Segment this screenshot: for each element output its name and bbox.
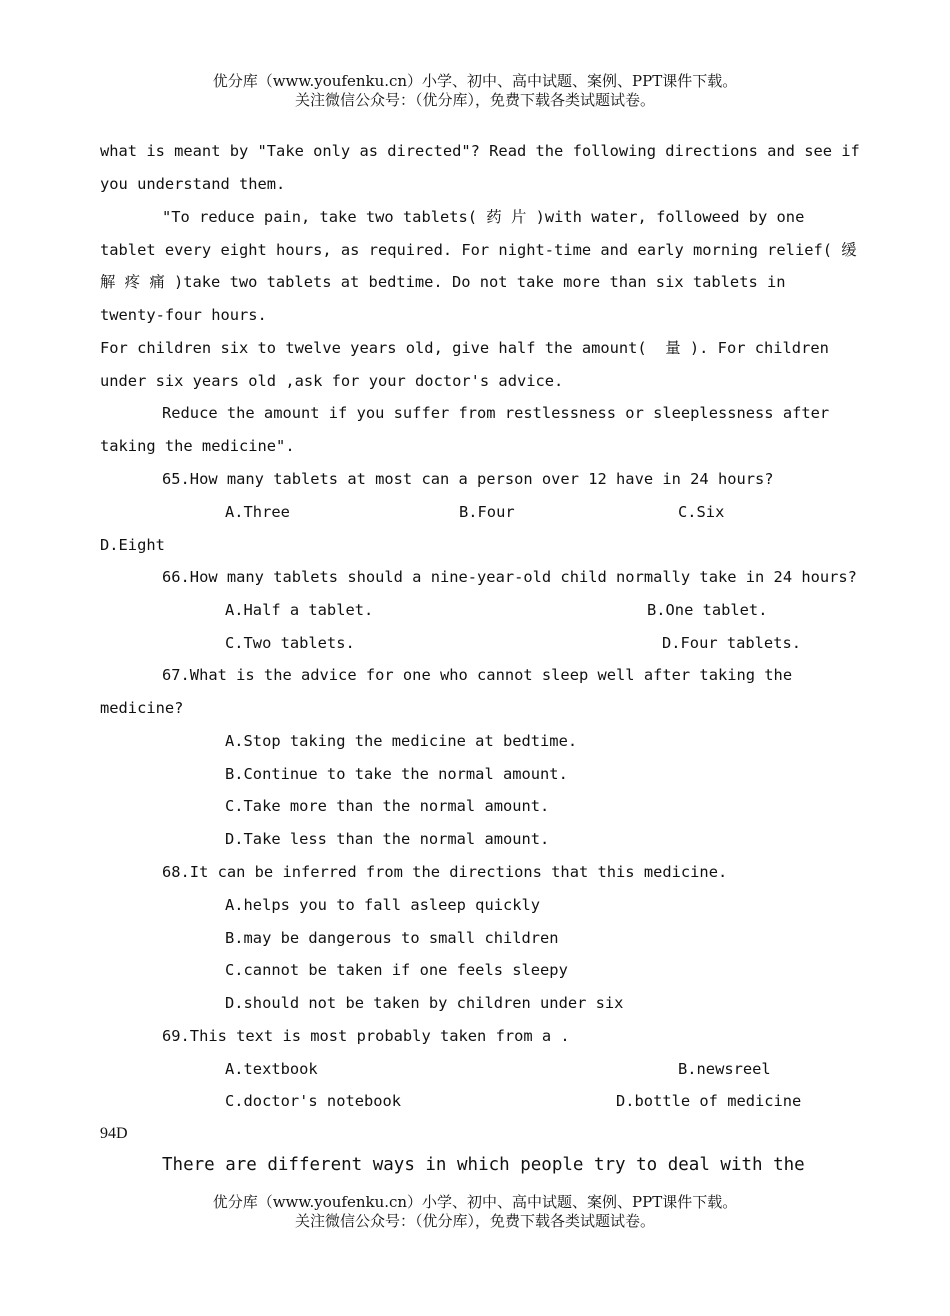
question-67-stem-line2: medicine?: [100, 699, 184, 717]
question-66-option-b: B.One tablet.: [647, 601, 768, 619]
passage-p2-line2: tablet every eight hours, as required. For night-time and early morning relief( 缓: [100, 241, 857, 259]
passage-p2-line3: 解 疼 痛 )take two tablets at bedtime. Do not take more than six tablets in: [100, 273, 786, 291]
question-68-stem: 68.It can be inferred from the directions that this medicine.: [162, 863, 728, 881]
question-67-option-d: D.Take less than the normal amount.: [225, 830, 550, 848]
passage-p1-line1: what is meant by "Take only as directed"? Read the following directions and see if: [100, 142, 860, 160]
question-66-stem: 66.How many tablets should a nine-year-old child normally take in 24 hours?: [162, 568, 857, 586]
passage-p2-line1: "To reduce pain, take two tablets( 药 片 )with water, followeed by one: [162, 208, 805, 226]
question-69-stem: 69.This text is most probably taken from a .: [162, 1027, 570, 1045]
page-header: [0, 72, 950, 110]
question-66-option-a: A.Half a tablet.: [225, 601, 374, 619]
passage-p2-line4: twenty-four hours.: [100, 306, 267, 324]
footer-line-1: 优分库（www.youfenku.cn）小学、初中、高中试题、案例、PPT课件下载。: [212, 1193, 738, 1211]
question-67-option-a: A.Stop taking the medicine at bedtime.: [225, 732, 578, 750]
question-66-option-c: C.Two tablets.: [225, 634, 355, 652]
passage-p1-line2: you understand them.: [100, 175, 286, 193]
section-label: 94D: [100, 1125, 128, 1142]
passage-p4-line2: taking the medicine".: [100, 437, 295, 455]
question-68-option-d: D.should not be taken by children under six: [225, 994, 624, 1012]
page-footer: [0, 1193, 950, 1231]
question-68-option-b: B.may be dangerous to small children: [225, 929, 559, 947]
passage-p3-line1: For children six to twelve years old, give half the amount( 量 ). For children: [100, 339, 829, 357]
question-67-option-c: C.Take more than the normal amount.: [225, 797, 550, 815]
question-65-option-b: B.Four: [459, 503, 515, 521]
question-67-stem-line1: 67.What is the advice for one who cannot sleep well after taking the: [162, 666, 793, 684]
header-line-2: 关注微信公众号：（优分库），免费下载各类试题试卷。: [294, 91, 655, 109]
section-first-line: There are different ways in which people try to deal with the: [162, 1155, 805, 1175]
question-65-option-c: C.Six: [678, 503, 725, 521]
question-69-option-a: A.textbook: [225, 1060, 318, 1078]
footer-line-2: 关注微信公众号：（优分库），免费下载各类试题试卷。: [294, 1212, 655, 1230]
question-68-option-c: C.cannot be taken if one feels sleepy: [225, 961, 568, 979]
passage-p4-line1: Reduce the amount if you suffer from restlessness or sleeplessness after: [162, 404, 830, 422]
passage-p3-line2: under six years old ,ask for your doctor's advice.: [100, 372, 564, 390]
question-66-option-d: D.Four tablets.: [662, 634, 801, 652]
question-69-option-b: B.newsreel: [678, 1060, 771, 1078]
question-68-option-a: A.helps you to fall asleep quickly: [225, 896, 541, 914]
question-65-option-a: A.Three: [225, 503, 290, 521]
header-line-1: 优分库（www.youfenku.cn）小学、初中、高中试题、案例、PPT课件下载。: [212, 72, 738, 90]
question-69-option-c: C.doctor's notebook: [225, 1092, 402, 1110]
question-69-option-d: D.bottle of medicine: [616, 1092, 802, 1110]
question-65-stem: 65.How many tablets at most can a person over 12 have in 24 hours?: [162, 470, 774, 488]
question-65-option-d: D.Eight: [100, 536, 165, 554]
question-67-option-b: B.Continue to take the normal amount.: [225, 765, 568, 783]
